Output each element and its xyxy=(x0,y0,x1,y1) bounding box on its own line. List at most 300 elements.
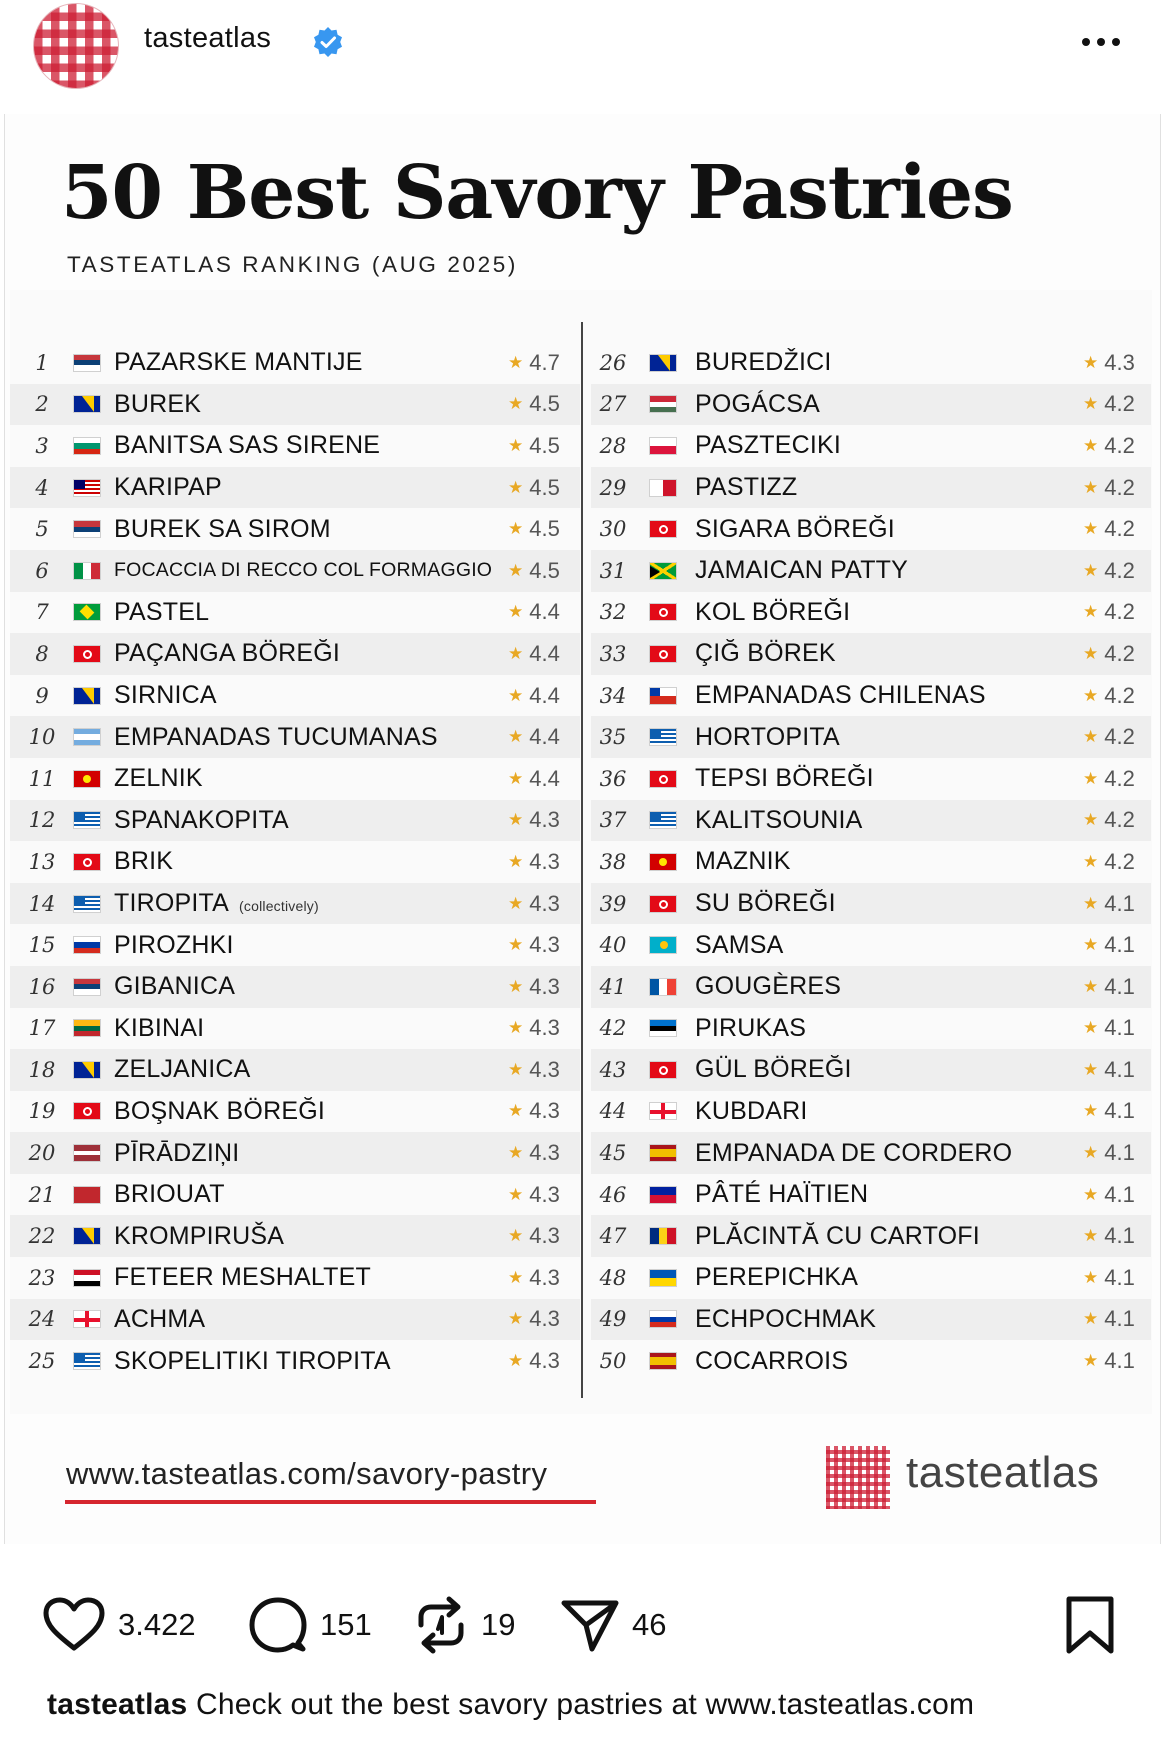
rank-number: 8 xyxy=(35,641,49,666)
rank-number: 14 xyxy=(28,891,56,916)
rank-number: 13 xyxy=(28,849,56,874)
rating-value: 4.4 xyxy=(529,599,560,625)
share-button[interactable] xyxy=(560,1590,666,1660)
rank-number: 39 xyxy=(599,891,627,916)
ranking-row xyxy=(10,758,580,800)
rank-number: 38 xyxy=(599,849,627,874)
malta-flag-icon xyxy=(649,479,677,497)
chile-flag-icon xyxy=(649,687,677,705)
dish-name: PASTEL xyxy=(114,597,210,626)
bosnia-flag-icon xyxy=(73,1227,101,1245)
dish-name: PEREPICHKA xyxy=(695,1263,859,1292)
ranking-row xyxy=(10,1091,580,1133)
france-flag-icon xyxy=(649,978,677,996)
dish-rating xyxy=(1083,475,1135,501)
bookmark-icon xyxy=(1064,1595,1116,1655)
rating-value: 4.2 xyxy=(1104,516,1135,542)
rating-value: 4.2 xyxy=(1104,848,1135,874)
jamaica-flag-icon xyxy=(649,562,677,580)
rating-value: 4.3 xyxy=(529,848,560,874)
kazakhstan-flag-icon xyxy=(649,936,677,954)
rank-number: 45 xyxy=(599,1141,627,1166)
dish-name: KARIPAP xyxy=(114,473,222,502)
dish-rating xyxy=(1083,1348,1135,1374)
dish-name: PĪRĀDZIŅI xyxy=(114,1138,240,1167)
rank-number: 5 xyxy=(35,517,49,542)
dish-name: PAZARSKE MANTIJE xyxy=(114,348,363,377)
rating-value: 4.3 xyxy=(529,973,560,999)
dish-rating xyxy=(508,1015,560,1041)
ranking-row xyxy=(10,1008,580,1050)
ranking-column-right xyxy=(591,342,1151,1382)
dish-rating xyxy=(1083,1306,1135,1332)
greece-flag-icon xyxy=(649,728,677,746)
rating-value: 4.3 xyxy=(529,890,560,916)
ranking-row xyxy=(10,342,580,384)
dish-name: BRIK xyxy=(114,847,174,876)
dish-rating xyxy=(1083,1015,1135,1041)
ranking-row xyxy=(10,966,580,1008)
dish-rating xyxy=(1083,433,1135,459)
rating-value: 4.3 xyxy=(1104,349,1135,375)
star-icon: ★ xyxy=(508,519,524,539)
dish-rating xyxy=(508,433,560,459)
dish-rating xyxy=(1083,1140,1135,1166)
rank-number: 12 xyxy=(28,808,56,833)
serbia-flag-icon xyxy=(73,354,101,372)
dish-name: SIGARA BÖREĞI xyxy=(695,514,895,543)
dish-rating xyxy=(1083,599,1135,625)
dish-name: HORTOPITA xyxy=(695,722,840,751)
star-icon: ★ xyxy=(1083,560,1099,580)
rank-number: 20 xyxy=(28,1141,56,1166)
footer-url: www.tasteatlas.com/savory-pastry xyxy=(66,1456,548,1491)
dish-rating xyxy=(1083,974,1135,1000)
dish-rating xyxy=(1083,1098,1135,1124)
dish-name: BANITSA SAS SIRENE xyxy=(114,431,381,460)
dish-name: PÂTÉ HAÏTIEN xyxy=(695,1180,869,1209)
ranking-row xyxy=(591,841,1151,883)
dish-rating xyxy=(508,599,560,625)
footer-url-underline xyxy=(65,1500,596,1504)
ranking-row xyxy=(10,425,580,467)
dish-rating xyxy=(1083,641,1135,667)
turkey-flag-icon xyxy=(649,645,677,663)
dish-rating xyxy=(1083,558,1135,584)
star-icon: ★ xyxy=(508,602,524,622)
ranking-row xyxy=(591,1174,1151,1216)
haiti-flag-icon xyxy=(649,1186,677,1204)
turkey-flag-icon xyxy=(73,645,101,663)
bosnia-flag-icon xyxy=(649,354,677,372)
ranking-row xyxy=(591,633,1151,675)
greece-flag-icon xyxy=(73,1352,101,1370)
action-bar xyxy=(0,1590,1162,1660)
dish-name: BOŞNAK BÖREĞI xyxy=(114,1096,325,1125)
star-icon: ★ xyxy=(508,851,524,871)
dish-rating xyxy=(508,516,560,542)
dish-name: ZELNIK xyxy=(114,764,203,793)
star-icon: ★ xyxy=(1083,976,1099,996)
star-icon: ★ xyxy=(508,1267,524,1287)
russia-flag-icon xyxy=(73,936,101,954)
ranking-column-left xyxy=(10,342,580,1382)
rating-value: 4.1 xyxy=(1104,1015,1135,1041)
star-icon: ★ xyxy=(508,560,524,580)
dish-rating xyxy=(508,1140,560,1166)
ranking-row xyxy=(591,1008,1151,1050)
caption-text: Check out the best savory pastries at www.tasteatlas.com xyxy=(195,1688,975,1721)
post-caption xyxy=(47,1688,974,1722)
ranking-row xyxy=(591,1257,1151,1299)
rank-number: 4 xyxy=(35,475,49,500)
turkey-flag-icon xyxy=(649,770,677,788)
repost-button[interactable] xyxy=(413,1590,515,1660)
share-count: 46 xyxy=(632,1607,667,1642)
rating-value: 4.1 xyxy=(1104,932,1135,958)
rank-number: 24 xyxy=(28,1307,56,1332)
ranking-row xyxy=(591,550,1151,592)
star-icon: ★ xyxy=(508,394,524,414)
dish-rating xyxy=(508,932,560,958)
rank-number: 31 xyxy=(599,558,627,583)
dish-name: SU BÖREĞI xyxy=(695,889,836,918)
dish-rating xyxy=(1083,350,1135,376)
star-icon: ★ xyxy=(508,1059,524,1079)
star-icon: ★ xyxy=(1083,893,1099,913)
dish-rating xyxy=(1083,891,1135,917)
ranking-row xyxy=(591,924,1151,966)
dish-rating xyxy=(1083,516,1135,542)
dish-name: POGÁCSA xyxy=(695,389,821,418)
ranking-row xyxy=(591,1215,1151,1257)
more-horizontal-icon[interactable] xyxy=(1076,30,1126,54)
georgia-flag-icon xyxy=(649,1102,677,1120)
dish-rating xyxy=(508,1265,560,1291)
star-icon: ★ xyxy=(508,810,524,830)
dish-rating xyxy=(1083,849,1135,875)
dish-name: TIROPITA (collectively) xyxy=(114,889,319,918)
rank-number: 47 xyxy=(599,1224,627,1249)
ranking-row xyxy=(10,550,580,592)
star-icon: ★ xyxy=(1083,685,1099,705)
post-header xyxy=(0,0,1162,112)
dish-name: PASZTECIKI xyxy=(695,431,842,460)
star-icon: ★ xyxy=(1083,1059,1099,1079)
hungary-flag-icon xyxy=(649,395,677,413)
like-button[interactable] xyxy=(42,1590,196,1660)
star-icon: ★ xyxy=(508,1101,524,1121)
dish-name: KOL BÖREĞI xyxy=(695,597,851,626)
star-icon: ★ xyxy=(508,352,524,372)
rank-number: 30 xyxy=(599,517,627,542)
bosnia-flag-icon xyxy=(73,395,101,413)
rating-value: 4.3 xyxy=(529,807,560,833)
rating-value: 4.3 xyxy=(529,1098,560,1124)
star-icon: ★ xyxy=(508,1184,524,1204)
turkey-flag-icon xyxy=(649,603,677,621)
ranking-row xyxy=(591,966,1151,1008)
rating-value: 4.3 xyxy=(529,932,560,958)
rank-number: 43 xyxy=(599,1057,627,1082)
ranking-row xyxy=(591,1091,1151,1133)
dish-name: PAÇANGA BÖREĞI xyxy=(114,639,341,668)
rating-value: 4.1 xyxy=(1104,1264,1135,1290)
star-icon: ★ xyxy=(1083,810,1099,830)
dish-name: KALITSOUNIA xyxy=(695,805,863,834)
star-icon: ★ xyxy=(1083,851,1099,871)
repost-count: 19 xyxy=(481,1607,516,1642)
heart-icon xyxy=(42,1596,106,1654)
rating-value: 4.1 xyxy=(1104,973,1135,999)
dish-note: (collectively) xyxy=(239,898,319,915)
profile-avatar[interactable] xyxy=(33,3,119,89)
ranking-row xyxy=(10,716,580,758)
infographic-title: 50 Best Savory Pastries xyxy=(61,150,1013,236)
repost-icon xyxy=(413,1595,469,1655)
dish-name: PASTIZZ xyxy=(695,473,798,502)
dish-rating xyxy=(508,641,560,667)
dish-rating xyxy=(1083,932,1135,958)
ranking-row xyxy=(591,1299,1151,1341)
rank-number: 16 xyxy=(28,974,56,999)
argentina-flag-icon xyxy=(73,728,101,746)
star-icon: ★ xyxy=(1083,1143,1099,1163)
dish-rating xyxy=(1083,683,1135,709)
rating-value: 4.2 xyxy=(1104,724,1135,750)
ranking-row xyxy=(10,1340,580,1382)
rank-number: 44 xyxy=(599,1099,627,1124)
rank-number: 25 xyxy=(28,1349,56,1374)
north-macedonia-flag-icon xyxy=(73,770,101,788)
morocco-flag-icon xyxy=(73,1186,101,1204)
star-icon: ★ xyxy=(1083,1309,1099,1329)
dish-name: KIBINAI xyxy=(114,1013,205,1042)
ranking-row xyxy=(10,800,580,842)
dish-name: PIRUKAS xyxy=(695,1013,807,1042)
ranking-row xyxy=(10,508,580,550)
star-icon: ★ xyxy=(1083,602,1099,622)
dish-name: ÇIĞ BÖREK xyxy=(695,639,836,668)
ranking-row xyxy=(10,384,580,426)
rank-number: 36 xyxy=(599,766,627,791)
rating-value: 4.1 xyxy=(1104,1348,1135,1374)
rating-value: 4.2 xyxy=(1104,682,1135,708)
ranking-row xyxy=(10,924,580,966)
dish-name: KROMPIRUŠA xyxy=(114,1221,285,1250)
rank-number: 6 xyxy=(35,558,49,583)
dish-rating xyxy=(1083,724,1135,750)
turkey-flag-icon xyxy=(73,1102,101,1120)
ranking-row xyxy=(10,841,580,883)
star-icon: ★ xyxy=(1083,1018,1099,1038)
dish-name: SAMSA xyxy=(695,930,784,959)
dish-rating xyxy=(508,807,560,833)
caption-username[interactable]: tasteatlas xyxy=(47,1688,188,1721)
dish-name: BUREK xyxy=(114,389,202,418)
rank-number: 26 xyxy=(599,350,627,375)
rank-number: 18 xyxy=(28,1057,56,1082)
star-icon: ★ xyxy=(508,976,524,996)
rating-value: 4.2 xyxy=(1104,432,1135,458)
share-icon xyxy=(560,1597,620,1653)
dish-name: ACHMA xyxy=(114,1304,206,1333)
dish-name: EMPANADAS CHILENAS xyxy=(695,681,986,710)
dish-name: FETEER MESHALTET xyxy=(114,1263,371,1292)
rank-number: 9 xyxy=(35,683,49,708)
ranking-row xyxy=(591,716,1151,758)
dish-rating xyxy=(508,350,560,376)
dish-rating xyxy=(508,1223,560,1249)
rank-number: 28 xyxy=(599,433,627,458)
rating-value: 4.5 xyxy=(529,474,560,500)
rating-value: 4.2 xyxy=(1104,765,1135,791)
ranking-row xyxy=(591,1340,1151,1382)
dish-name: EMPANADAS TUCUMANAS xyxy=(114,722,438,751)
star-icon: ★ xyxy=(1083,727,1099,747)
rank-number: 22 xyxy=(28,1224,56,1249)
star-icon: ★ xyxy=(508,893,524,913)
rank-number: 10 xyxy=(28,725,56,750)
rank-number: 40 xyxy=(599,933,627,958)
dish-name: KUBDARI xyxy=(695,1096,808,1125)
ranking-row xyxy=(591,758,1151,800)
rank-number: 32 xyxy=(599,600,627,625)
ranking-row xyxy=(591,800,1151,842)
ranking-row xyxy=(591,592,1151,634)
rating-value: 4.3 xyxy=(529,1264,560,1290)
rating-value: 4.2 xyxy=(1104,557,1135,583)
rating-value: 4.5 xyxy=(529,432,560,458)
star-icon: ★ xyxy=(508,1351,524,1371)
dish-rating xyxy=(1083,1057,1135,1083)
poland-flag-icon xyxy=(649,437,677,455)
rating-value: 4.2 xyxy=(1104,391,1135,417)
rank-number: 35 xyxy=(599,725,627,750)
dish-name: SKOPELITIKI TIROPITA xyxy=(114,1346,391,1375)
star-icon: ★ xyxy=(508,1143,524,1163)
ukraine-flag-icon xyxy=(649,1269,677,1287)
star-icon: ★ xyxy=(508,1018,524,1038)
star-icon: ★ xyxy=(508,935,524,955)
infographic-subtitle: TASTEATLAS RANKING (AUG 2025) xyxy=(67,252,518,277)
greece-flag-icon xyxy=(73,895,101,913)
comment-button[interactable] xyxy=(248,1590,372,1660)
ranking-row xyxy=(10,1174,580,1216)
rating-value: 4.2 xyxy=(1104,640,1135,666)
rank-number: 15 xyxy=(28,933,56,958)
malaysia-flag-icon xyxy=(73,479,101,497)
ranking-row xyxy=(10,1132,580,1174)
star-icon: ★ xyxy=(1083,1351,1099,1371)
rating-value: 4.3 xyxy=(529,1140,560,1166)
ranking-row xyxy=(591,1132,1151,1174)
dish-rating xyxy=(508,1098,560,1124)
star-icon: ★ xyxy=(508,1309,524,1329)
rank-number: 42 xyxy=(599,1016,627,1041)
post-username[interactable]: tasteatlas xyxy=(144,22,272,54)
rating-value: 4.2 xyxy=(1104,807,1135,833)
ranking-row xyxy=(10,1215,580,1257)
ranking-row xyxy=(591,425,1151,467)
spain-flag-icon xyxy=(649,1352,677,1370)
greece-flag-icon xyxy=(649,811,677,829)
rank-number: 41 xyxy=(599,974,627,999)
rating-value: 4.1 xyxy=(1104,1056,1135,1082)
dish-rating xyxy=(508,683,560,709)
serbia-flag-icon xyxy=(73,978,101,996)
rating-value: 4.3 xyxy=(529,1348,560,1374)
dish-name: MAZNIK xyxy=(695,847,791,876)
estonia-flag-icon xyxy=(649,1019,677,1037)
rank-number: 7 xyxy=(35,600,49,625)
dish-name: ZELJANICA xyxy=(114,1055,251,1084)
brazil-flag-icon xyxy=(73,603,101,621)
dish-rating xyxy=(1083,807,1135,833)
dish-name: JAMAICAN PATTY xyxy=(695,556,909,585)
dish-rating xyxy=(508,1057,560,1083)
rank-number: 21 xyxy=(28,1182,56,1207)
rating-value: 4.4 xyxy=(529,640,560,666)
rating-value: 4.3 xyxy=(529,1181,560,1207)
ranking-row xyxy=(591,675,1151,717)
ranking-row xyxy=(10,1049,580,1091)
star-icon: ★ xyxy=(1083,1101,1099,1121)
rating-value: 4.4 xyxy=(529,682,560,708)
rating-value: 4.5 xyxy=(529,391,560,417)
turkey-flag-icon xyxy=(649,1061,677,1079)
dish-rating xyxy=(508,849,560,875)
rank-number: 3 xyxy=(35,433,49,458)
star-icon: ★ xyxy=(1083,935,1099,955)
rating-value: 4.1 xyxy=(1104,1140,1135,1166)
star-icon: ★ xyxy=(508,685,524,705)
tasteatlas-logo-text: tasteatlas xyxy=(906,1448,1100,1497)
rank-number: 2 xyxy=(35,392,49,417)
star-icon: ★ xyxy=(1083,477,1099,497)
latvia-flag-icon xyxy=(73,1144,101,1162)
ranking-row xyxy=(591,384,1151,426)
dish-name: GÜL BÖREĞI xyxy=(695,1055,852,1084)
north-macedonia-flag-icon xyxy=(649,853,677,871)
turkey-flag-icon xyxy=(649,895,677,913)
rank-number: 1 xyxy=(35,350,49,375)
rating-value: 4.4 xyxy=(529,724,560,750)
save-button[interactable] xyxy=(1064,1590,1116,1660)
rank-number: 33 xyxy=(599,641,627,666)
comment-icon xyxy=(248,1595,308,1655)
star-icon: ★ xyxy=(1083,1184,1099,1204)
dish-rating xyxy=(508,766,560,792)
verified-badge-icon xyxy=(312,26,344,58)
ranking-row xyxy=(591,508,1151,550)
rating-value: 4.2 xyxy=(1104,474,1135,500)
rank-number: 50 xyxy=(599,1349,627,1374)
rating-value: 4.3 xyxy=(529,1306,560,1332)
comment-count: 151 xyxy=(320,1607,372,1642)
star-icon: ★ xyxy=(508,435,524,455)
dish-name: COCARROIS xyxy=(695,1346,849,1375)
rank-number: 48 xyxy=(599,1265,627,1290)
rating-value: 4.3 xyxy=(529,1015,560,1041)
bosnia-flag-icon xyxy=(73,1061,101,1079)
dish-name: GIBANICA xyxy=(114,972,236,1001)
dish-rating xyxy=(1083,391,1135,417)
star-icon: ★ xyxy=(1083,768,1099,788)
dish-name: ECHPOCHMAK xyxy=(695,1304,877,1333)
star-icon: ★ xyxy=(508,727,524,747)
star-icon: ★ xyxy=(1083,519,1099,539)
